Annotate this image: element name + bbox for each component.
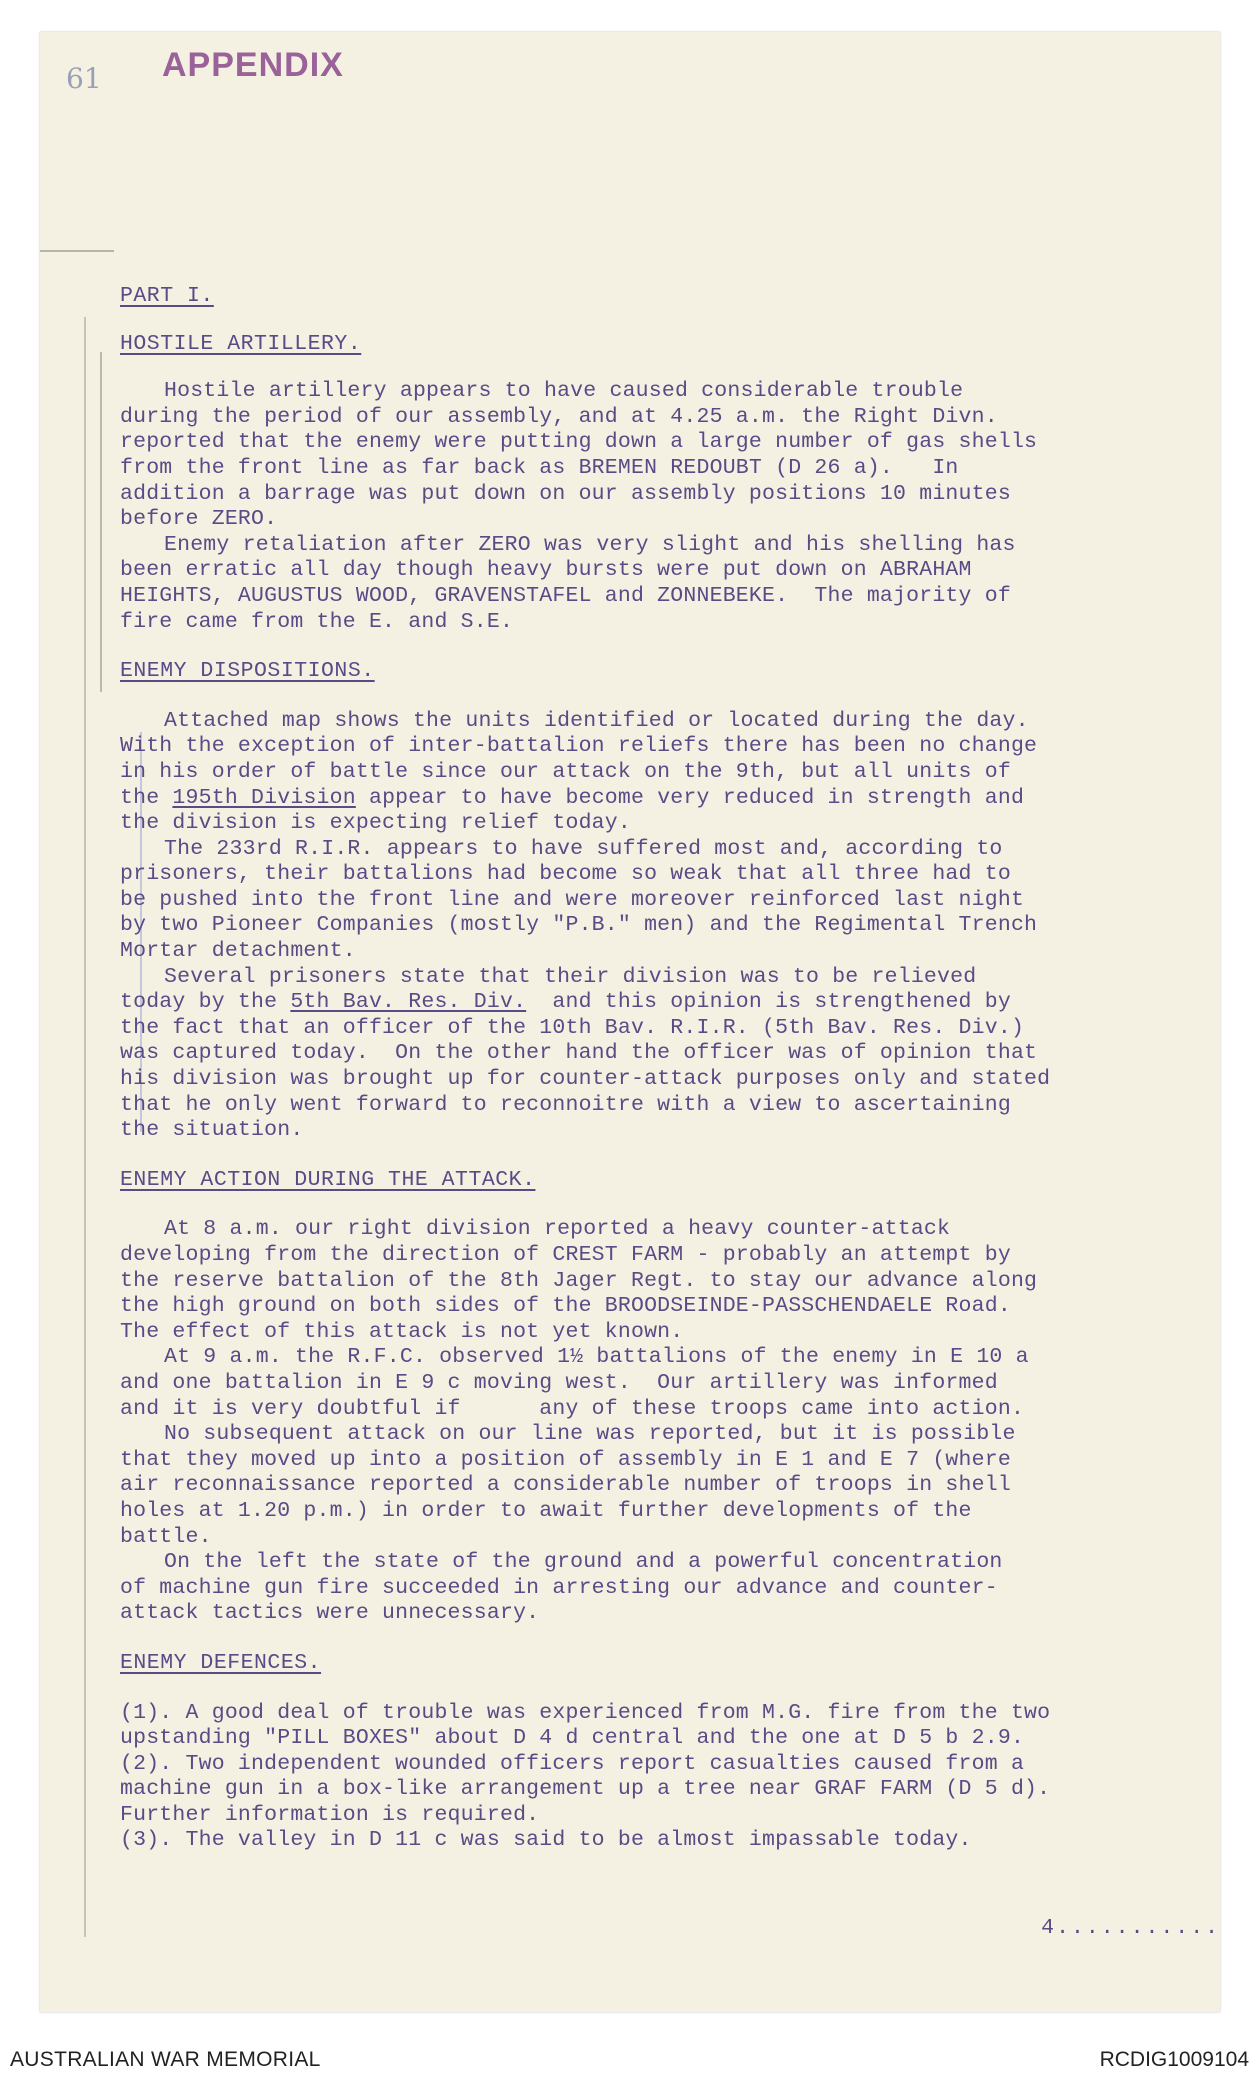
text-line: battle. [120, 1524, 212, 1549]
text-line: the division is expecting relief today. [120, 811, 631, 836]
section-heading: ENEMY ACTION DURING THE ATTACK. [120, 1167, 536, 1192]
underlined-unit: 5th Bav. Res. Div. [290, 990, 527, 1015]
text-run: appear to have become very reduced in strength and [355, 785, 1025, 810]
text-line: reported that the enemy were putting down a large number of gas shells [120, 430, 1038, 455]
text-line: the fact that an officer of the 10th Bav. R.I.R. (5th Bav. Res. Div.) [120, 1015, 1025, 1040]
text-line: Further information is required. [120, 1802, 540, 1827]
appendix-stamp: APPENDIX [162, 46, 344, 84]
text-line: At 8 a.m. our right division reported a heavy counter-attack [164, 1217, 951, 1242]
text-line: and it is very doubtful if any of these troops came into action. [120, 1396, 1025, 1421]
text-line: machine gun in a box-like arrangement up a tree near GRAF FARM (D 5 d). [120, 1777, 1051, 1802]
text-line: been erratic all day though heavy bursts were put down on ABRAHAM [120, 558, 972, 583]
section-heading: HOSTILE ARTILLERY. [120, 331, 362, 356]
text-line: fire came from the E. and S.E. [120, 609, 514, 634]
text-line: the high ground on both sides of the BROODSEINDE-PASSCHENDAELE Road. [120, 1294, 1011, 1319]
section-enemy-defences [120, 1651, 1220, 1854]
part-title: PART I. [120, 284, 214, 308]
text-line: air reconnaissance reported a considerable number of troops in shell [120, 1473, 1011, 1498]
text-line: during the period of our assembly, and at 4.25 a.m. the Right Divn. [120, 404, 998, 429]
text-line: be pushed into the front line and were moreover reinforced last night [120, 887, 1025, 912]
catchword: 4........... [1041, 1916, 1220, 1940]
section-heading: ENEMY DEFENCES. [120, 1650, 322, 1675]
text-line [120, 786, 1220, 812]
margin-rule [84, 317, 86, 1937]
pencil-mark [100, 352, 102, 692]
text-line: holes at 1.20 p.m.) in order to await further developments of the [120, 1498, 972, 1523]
text-line: On the left the state of the ground and a powerful concentration [164, 1550, 1003, 1575]
text-line: was captured today. On the other hand the officer was of opinion that [120, 1041, 1038, 1066]
text-line: At 9 a.m. the R.F.C. observed 1½ battalions of the enemy in E 10 a [164, 1345, 1029, 1370]
text-line: his division was brought up for counter-attack purposes only and stated [120, 1067, 1051, 1092]
footer-institution: AUSTRALIAN WAR MEMORIAL [10, 2048, 321, 2071]
underlined-unit: 195th Division [172, 785, 356, 810]
text-line: of machine gun fire succeeded in arresting our advance and counter- [120, 1575, 998, 1600]
text-line: No subsequent attack on our line was reported, but it is possible [164, 1422, 1016, 1447]
text-line [120, 990, 1220, 1016]
text-line: (1). A good deal of trouble was experienced from M.G. fire from the two [120, 1700, 1051, 1725]
text-line: that they moved up into a position of assembly in E 1 and E 7 (where [120, 1447, 1011, 1472]
text-line: in his order of battle since our attack on the 9th, but all units of [120, 759, 1011, 784]
margin-dash [40, 250, 114, 252]
text-run: the [120, 785, 173, 810]
text-line: The 233rd R.I.R. appears to have suffered most and, according to [164, 836, 1003, 861]
section-enemy-action [120, 1168, 1220, 1627]
text-run: and this opinion is strengthened by [526, 990, 1011, 1015]
text-run: today by the [120, 990, 291, 1015]
document-page [40, 32, 1220, 2012]
text-line: that he only went forward to reconnoitre with a view to ascertaining [120, 1092, 1011, 1117]
text-line: the reserve battalion of the 8th Jager Regt. to stay our advance along [120, 1268, 1038, 1293]
footer-record-id: RCDIG1009104 [1099, 2048, 1249, 2071]
text-line: addition a barrage was put down on our assembly positions 10 minutes [120, 481, 1011, 506]
text-line: (2). Two independent wounded officers report casualties caused from a [120, 1751, 1025, 1776]
text-line: the situation. [120, 1118, 304, 1143]
text-line: and one battalion in E 9 c moving west. Our artillery was informed [120, 1370, 998, 1395]
text-line: Enemy retaliation after ZERO was very slight and his shelling has [164, 532, 1016, 557]
text-line: Several prisoners state that their division was to be relieved [164, 964, 977, 989]
text-line: from the front line as far back as BREMEN REDOUBT (D 26 a). In [120, 455, 959, 480]
text-line: With the exception of inter-battalion reliefs there has been no change [120, 734, 1038, 759]
text-line: The effect of this attack is not yet known. [120, 1319, 684, 1344]
folio-number: 61 [66, 62, 102, 95]
text-line: (3). The valley in D 11 c was said to be almost impassable today. [120, 1828, 972, 1853]
footer-bar [0, 2042, 1259, 2081]
document-body [120, 284, 1220, 1940]
section-hostile-artillery [120, 332, 1220, 636]
text-line: prisoners, their battalions had become so weak that all three had to [120, 862, 1011, 887]
section-heading: ENEMY DISPOSITIONS. [120, 659, 375, 684]
text-line: before ZERO. [120, 507, 278, 532]
section-enemy-dispositions [120, 659, 1220, 1144]
text-line: upstanding "PILL BOXES" about D 4 d central and the one at D 5 b 2.9. [120, 1726, 1025, 1751]
text-line: HEIGHTS, AUGUSTUS WOOD, GRAVENSTAFEL and ZONNEBEKE. The majority of [120, 583, 1011, 608]
text-line: Attached map shows the units identified or located during the day. [164, 708, 1029, 733]
text-line: by two Pioneer Companies (mostly "P.B." men) and the Regimental Trench [120, 913, 1038, 938]
text-line: attack tactics were unnecessary. [120, 1601, 540, 1626]
text-line: developing from the direction of CREST FARM - probably an attempt by [120, 1243, 1011, 1267]
text-line: Hostile artillery appears to have caused considerable trouble [164, 379, 964, 404]
text-line: Mortar detachment. [120, 939, 356, 964]
